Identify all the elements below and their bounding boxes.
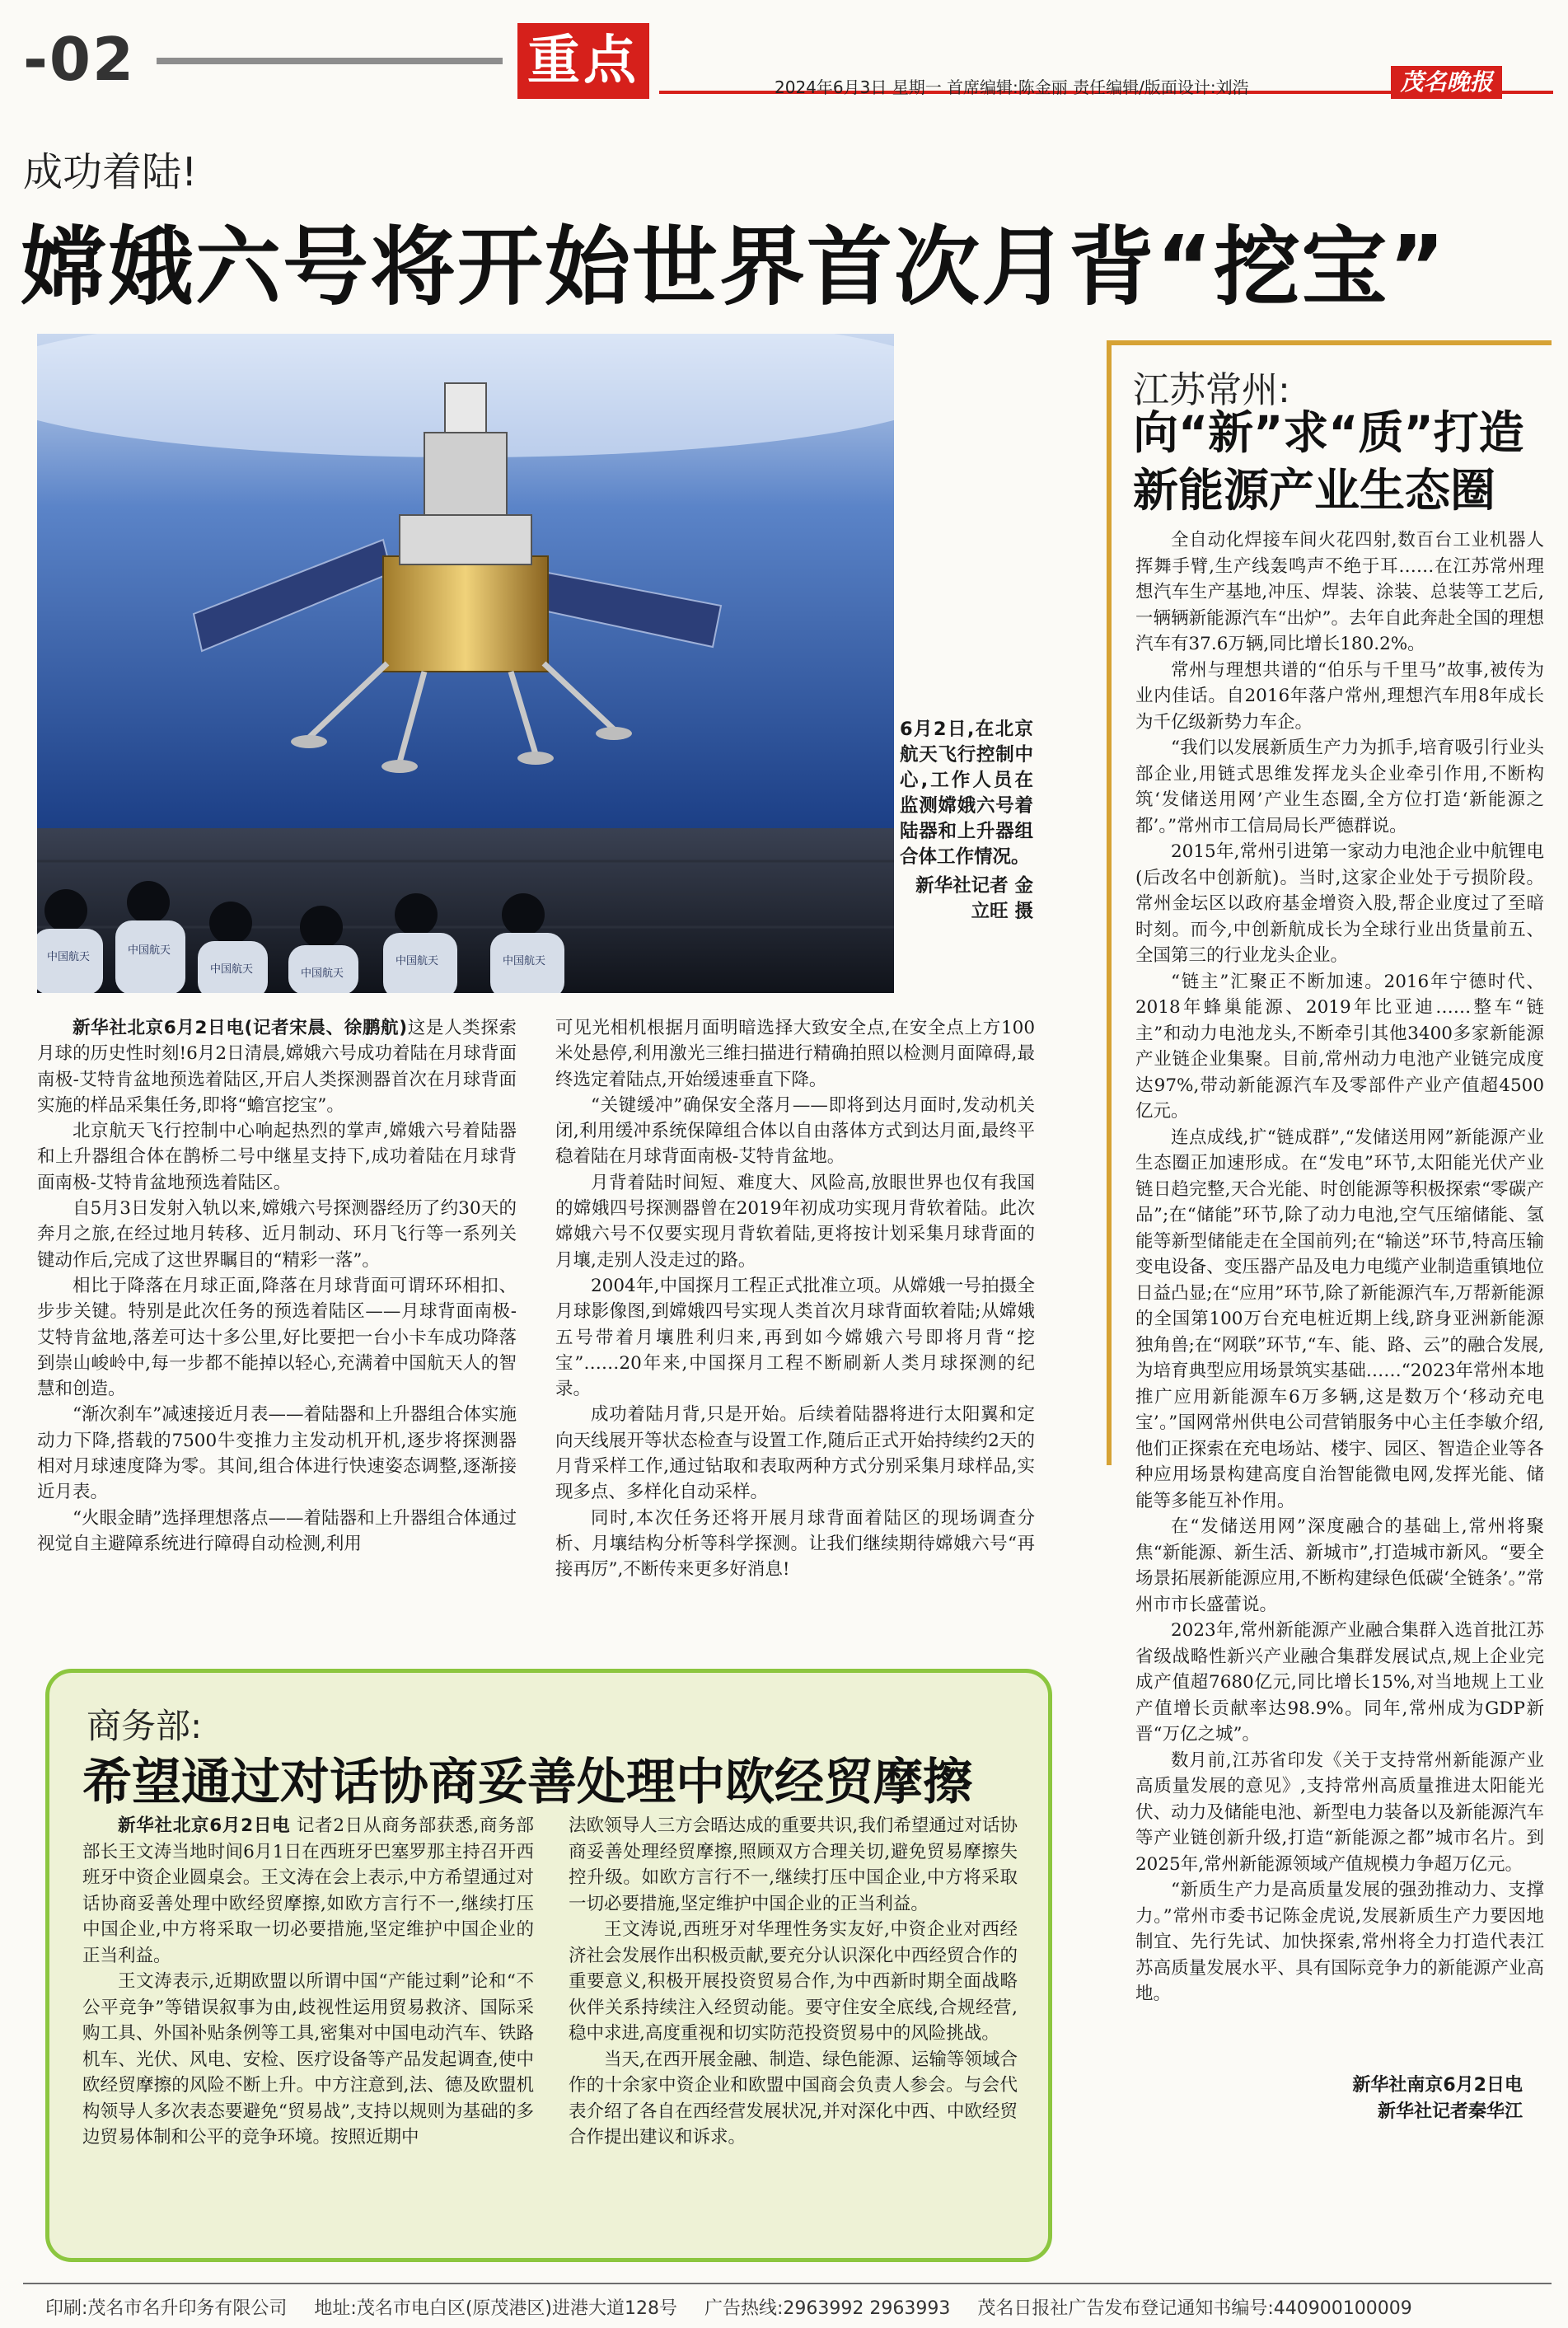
paper-logo: 茂名晚报: [1391, 66, 1502, 99]
paragraph: 连点成线,扩“链成群”,“发储送用网”新能源产业生态圈正加速形成。在“发电”环节,太阳能光伏产业链日趋完整,天合光能、时创能源等积极探索“零碳产品”;在“储能”环节,除了动力电池,空气压缩储能、氢能等新型储能走在全国前列;在“输送”环节,特高压输变电设备、变压器产品及电力电缆产业制造重镇地位日益凸显;在“应用”环节,除了新能源汽车,万帮新能源的全国第100万台充电桩近期上线,跻身亚洲新能源独角兽;在“网联”环节,“车、能、路、云”的融合发展,为培育典型应用场景筑实基础……“2023年常州本地推广应用新能源车6万多辆,这是数万个‘移动充电宝’。”国网常州供电公司营销服务中心主任李敏介绍,他们正探索在充电场站、楼宇、园区、智造企业等各种应用场景构建高度自治智能微电网,发挥光能、储能等多能互补作用。: [1135, 1127, 1544, 1511]
paragraph: 2004年,中国探月工程正式批准立项。从嫦娥一号拍摄全月球影像图,到嫦娥四号实现人类首次月球背面软着陆;从嫦娥五号带着月壤胜利归来,再到如今嫦娥六号即将月背“挖宝”……20年来,中国探月工程不断刷新人类月球探测的纪录。: [555, 1275, 1035, 1400]
sidebar-rule-left: [1107, 340, 1112, 1465]
main-kicker: 成功着陆!: [23, 149, 198, 195]
commerce-kicker: 商务部:: [87, 1706, 203, 1746]
paragraph: 2023年,常州新能源产业融合集群入选首批江苏省级战略性新兴产业融合集群发展试点,规上企业完成产值超7680亿元,同比增长15%,对当地规上工业产值增长贡献率达98.9%。同年,常州成为GDP新晋“万亿之城”。: [1135, 1620, 1544, 1745]
sidebar-byline: [1135, 2073, 1523, 2125]
byline-line: 新华社南京6月2日电: [1352, 2075, 1523, 2096]
paragraph: 同时,本次任务还将开展月球背面着陆区的现场调查分析、月壤结构分析等科学探测。让我们继续期待嫦娥六号“再接再厉”,不断传来更多好消息!: [555, 1507, 1035, 1581]
paragraph: 月背着陆时间短、难度大、风险高,放眼世界也仅有我国的嫦娥四号探测器曾在2019年初成功实现月背软着陆。此次嫦娥六号不仅要实现月背软着陆,更将按计划采集月球背面的月壤,走别人没走过的路。: [555, 1172, 1035, 1271]
byline-line: 新华社记者秦华江: [1377, 2101, 1523, 2122]
photo-badge: 中国航天: [396, 955, 439, 967]
paragraph: 当天,在西开展金融、制造、绿色能源、运输等领域合作的十余家中资企业和欧盟中国商会负责人参会。与会代表介绍了各自在西经营发展状况,并对深化中西、中欧经贸合作提出建议和诉求。: [569, 2049, 1018, 2148]
paragraph: “关键缓冲”确保安全落月——即将到达月面时,发动机关闭,利用缓冲系统保障组合体以自由落体方式到达月面,最终平稳着陆在月球背面南极-艾特肯盆地。: [555, 1094, 1035, 1168]
paragraph: 在“发储送用网”深度融合的基础上,常州将聚焦“新能源、新生活、新城市”,打造城市新风。“要全场景拓展新能源应用,不断构建绿色低碳‘全链条’。”常州市市长盛蕾说。: [1135, 1516, 1544, 1615]
main-article-col2: [555, 1015, 1035, 1583]
paragraph: 相比于降落在月球正面,降落在月球背面可谓环环相扣、步步关键。特别是此次任务的预选着陆区——月球背面南极-艾特肯盆地,落差可达十多公里,好比要把一台小卡车成功降落到崇山峻岭中,每一步都不能掉以轻心,充满着中国航天人的智慧和创造。: [37, 1275, 517, 1400]
sidebar-article: [1135, 527, 1544, 2007]
sidebar-headline-line: 新能源产业生态圈: [1133, 464, 1496, 517]
paragraph: 数月前,江苏省印发《关于支持常州新能源产业高质量发展的意见》,支持常州高质量推进太阳能光伏、动力及储能电池、新型电力装备以及新能源汽车等产业链创新升级,打造“新能源之都”城市名片。到2025年,常州新能源领域产值规模力争超万亿元。: [1135, 1750, 1544, 1875]
paragraph: 常州与理想共谱的“伯乐与千里马”故事,被传为业内佳话。自2016年落户常州,理想汽车用8年成长为千亿级新势力车企。: [1135, 659, 1544, 733]
page-number: -02: [23, 25, 136, 94]
paragraph: 北京航天飞行控制中心响起热烈的掌声,嫦娥六号着陆器和上升器组合体在鹊桥二号中继星支持下,成功着陆在月球背面南极-艾特肯盆地预选着陆区。: [37, 1121, 517, 1193]
paragraph: 全自动化焊接车间火花四射,数百台工业机器人挥舞手臂,生产线轰鸣声不绝于耳……在江苏常州理想汽车生产基地,冲压、焊装、涂装、总装等工艺后,一辆辆新能源汽车“出炉”。去年自此奔赴全国的理想汽车有37.6万辆,同比增长180.2%。: [1135, 530, 1544, 654]
footer-rule: [23, 2283, 1552, 2284]
footer-address: 地址:茂名市电白区(原茂港区)进港大道128号: [314, 2298, 677, 2319]
caption-text: 6月2日,在北京航天飞行控制中心,工作人员在监测嫦娥六号着陆器和上升器组合体工作情况。: [900, 719, 1033, 868]
main-article-col1: [37, 1015, 517, 1557]
photo-badge: 中国航天: [210, 963, 254, 976]
paragraph: “火眼金睛”选择理想落点——着陆器和上升器组合体通过视觉自主避障系统进行障碍自动检测,利用: [37, 1507, 517, 1554]
paragraph: “链主”汇聚正不断加速。2016年宁德时代、2018年蜂巢能源、2019年比亚迪……整车“链主”和动力电池龙头,不断牵引其他3400多家新能源产业链企业集聚。目前,常州动力电池产业链完成度达97%,带动新能源汽车及零部件产业产值超4500亿元。: [1135, 971, 1544, 1122]
caption-credit: 新华社记者 金立旺 摄: [915, 875, 1033, 922]
paragraph: 王文涛说,西班牙对华理性务实友好,中资企业对西经济社会发展作出积极贡献,要充分认识深化中西经贸合作的重要意义,积极开展投资贸易合作,为中西新时期全面战略伙伴关系持续注入经贸动能。要守住安全底线,合规经营,稳中求进,高度重视和切实防范投资贸易中的风险挑战。: [569, 1919, 1018, 2044]
photo-caption: [900, 717, 1033, 925]
photo-badge: 中国航天: [128, 944, 171, 957]
paragraph: 王文涛表示,近期欧盟以所谓中国“产能过剩”论和“不公平竞争”等错误叙事为由,歧视性运用贸易救济、国际采购工具、外国补贴条例等工具,密集对中国电动汽车、铁路机车、光伏、风电、安检、医疗设备等产品发起调查,使中欧经贸摩擦的风险不断上升。中方注意到,法、德及欧盟机构领导人多次表态要避免“贸易战”,支持以规则为基础的多边贸易体制和公平的竞争环境。按照近期中: [82, 1971, 534, 2148]
photo-badge: 中国航天: [503, 955, 546, 967]
paragraph: 自5月3日发射入轨以来,嫦娥六号探测器经历了约30天的奔月之旅,在经过地月转移、近月制动、环月飞行等一系列关键动作后,完成了这世界瞩目的“精彩一落”。: [37, 1198, 517, 1271]
commerce-col2: [569, 1813, 1018, 2151]
photo-badge: 中国航天: [301, 967, 344, 980]
commerce-col1: [82, 1813, 534, 2151]
paragraph: 法欧领导人三方会晤达成的重要共识,我们希望通过对话协商妥善处理经贸摩擦,照顾双方合理关切,避免贸易摩擦失控升级。如欧方言行不一,继续打压中国企业,中方将采取一切必要措施,坚定维护中国企业的正当利益。: [569, 1815, 1018, 1914]
issue-meta: 2024年6月3日 星期一 首席编辑:陈金丽 责任编辑/版面设计:刘浩: [775, 77, 1249, 97]
footer-printer: 印刷:茂名市名升印务有限公司: [45, 2298, 288, 2319]
section-label: 重点: [517, 23, 649, 99]
photo-badge: 中国航天: [47, 951, 91, 963]
paragraph: “渐次刹车”减速接近月表——着陆器和上升器组合体实施动力下降,搭载的7500牛变推力主发动机开机,逐步将探测器相对月球速度降为零。其间,组合体进行快速姿态调整,逐渐接近月表。: [37, 1404, 517, 1503]
sidebar-kicker: 江苏常州:: [1133, 369, 1290, 411]
footer: [45, 2294, 1553, 2320]
main-dateline: 新华社北京6月2日电(记者宋晨、徐鹏航): [73, 1018, 408, 1038]
paragraph: 成功着陆月背,只是开始。后续着陆器将进行太阳翼和定向天线展开等状态检查与设置工作,随后正式开始持续约2天的月背采样工作,通过钻取和表取两种方式分别采集月球样品,实现多点、多样化自动采样。: [555, 1404, 1035, 1503]
paragraph: 这是人类探索月球的历史性时刻!6月2日清晨,嫦娥六号成功着陆在月球背面南极-艾特肯盆地预选着陆区,开启人类探测器首次在月球背面实施的样品采集任务,即将“蟾宫挖宝”。: [37, 1018, 517, 1116]
paragraph: “新质生产力是高质量发展的强劲推动力、支撑力。”常州市委书记陈金虎说,发展新质生产力要因地制宜、先行先试、加快探索,常州将全力打造代表江苏高质量发展水平、具有国际竞争力的新能源产业高地。: [1135, 1880, 1544, 2004]
sidebar-rule-top: [1107, 340, 1552, 345]
commerce-headline: 希望通过对话协商妥善处理中欧经贸摩擦: [82, 1754, 972, 1811]
sidebar-headline: [1133, 404, 1545, 519]
footer-ad-hotline: 广告热线:2963992 2963993: [704, 2298, 951, 2319]
commerce-dateline: 新华社北京6月2日电: [118, 1815, 291, 1836]
paragraph: 2015年,常州引进第一家动力电池企业中航锂电(后改名中创新航)。当时,这家企业处于亏损阶段。常州金坛区以政府基金增资入股,帮企业度过了至暗时刻。而今,中创新航成长为全球行业出货量前五、全国第三的行业龙头企业。: [1135, 841, 1544, 966]
sidebar-headline-line: 向“新”求“质”打造: [1133, 406, 1524, 459]
paragraph: “我们以发展新质生产力为抓手,培育吸引行业头部企业,用链式思维发挥龙头企业牵引作用,不断构筑‘发储送用网’产业生态圈,全方位打造‘新能源之都’。”常州市工信局局长严德群说。: [1135, 738, 1544, 836]
footer-ad-license: 茂名日报社广告发布登记通知书编号:440900100009: [977, 2298, 1412, 2319]
paragraph: 可见光相机根据月面明暗选择大致安全点,在安全点上方100米处悬停,利用激光三维扫描进行精确拍照以检测月面障碍,最终选定着陆点,开始缓速垂直下降。: [555, 1018, 1035, 1090]
header-rule: [157, 58, 503, 64]
lander-photo: [37, 334, 894, 993]
main-headline: 嫦娥六号将开始世界首次月背“挖宝”: [21, 217, 1447, 317]
paragraph: 记者2日从商务部获悉,商务部部长王文涛当地时间6月1日在西班牙巴塞罗那主持召开西班牙中资企业圆桌会。王文涛在会上表示,中方希望通过对话协商妥善处理中欧经贸摩擦,如欧方言行不一,继续打压中国企业,中方将采取一切必要措施,坚定维护中国企业的正当利益。: [82, 1815, 535, 1966]
